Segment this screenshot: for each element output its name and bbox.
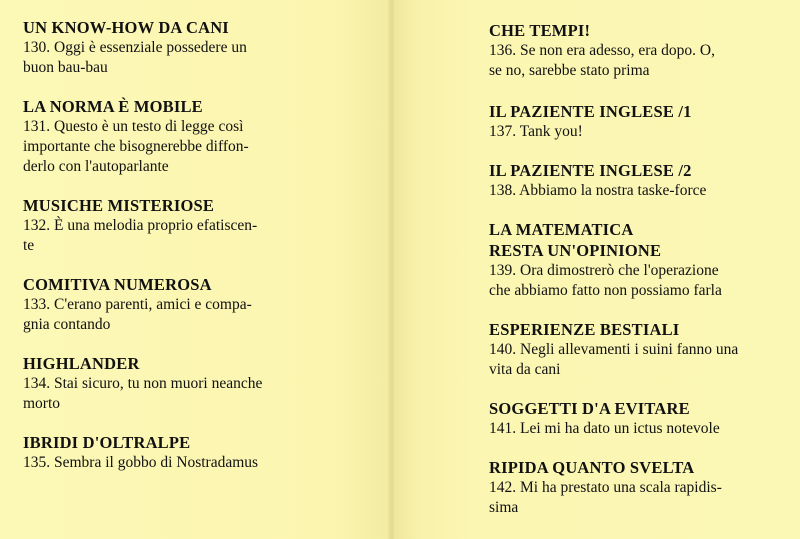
entry-131 (23, 96, 313, 176)
entry-text: 132. È una melodia proprio efatiscen- te (23, 217, 258, 254)
entry-text: 131. Questo è un testo di legge così importante che bisognerebbe diffon- derlo con l'autoparlante (23, 118, 249, 175)
entry-134 (23, 353, 313, 414)
entry-text: 140. Negli allevamenti i suini fanno una vita da cani (489, 341, 739, 378)
entry-text: 141. Lei mi ha dato un ictus notevole (489, 420, 720, 437)
entry-title: UN KNOW-HOW DA CANI (23, 18, 229, 37)
entry-141 (489, 398, 779, 439)
entry-text: 133. C'erano parenti, amici e compa- gnia contando (23, 296, 252, 333)
entry-title: SOGGETTI D'A EVITARE (489, 399, 690, 418)
entry-title: RIPIDA QUANTO SVELTA (489, 458, 695, 477)
entry-title: MUSICHE MISTERIOSE (23, 196, 215, 215)
entry-text: 130. Oggi è essenziale possedere un buon bau-bau (23, 39, 247, 76)
entry-title: LA NORMA È MOBILE (23, 97, 203, 116)
entry-title: CHE TEMPI! (489, 21, 591, 40)
entry-title: COMITIVA NUMEROSA (23, 275, 212, 294)
entry-title: HIGHLANDER (23, 354, 140, 373)
entry-135 (23, 432, 313, 473)
entry-text: 136. Se non era adesso, era dopo. O, se no, sarebbe stato prima (489, 42, 715, 79)
entry-title: ESPERIENZE BESTIALI (489, 320, 680, 339)
entry-140 (489, 319, 779, 380)
entry-137 (489, 101, 779, 142)
book-gutter (388, 0, 394, 539)
entry-text: 137. Tank you! (489, 123, 583, 140)
entry-133 (23, 274, 313, 335)
entry-title: LA MATEMATICA RESTA UN'OPINIONE (489, 220, 662, 260)
entry-title: IBRIDI D'OLTRALPE (23, 433, 191, 452)
entry-text: 142. Mi ha prestato una scala rapidis- sima (489, 479, 722, 516)
entry-138 (489, 160, 779, 201)
entry-text: 138. Abbiamo la nostra taske-force (489, 182, 707, 199)
entry-130 (23, 17, 313, 78)
entry-139 (489, 219, 779, 301)
entry-136 (489, 20, 779, 81)
entry-text: 135. Sembra il gobbo di Nostradamus (23, 454, 259, 471)
entry-title: IL PAZIENTE INGLESE /2 (489, 161, 692, 180)
entry-text: 139. Ora dimostrerò che l'operazione che abbiamo fatto non possiamo farla (489, 262, 722, 299)
entry-text: 134. Stai sicuro, tu non muori neanche morto (23, 375, 263, 412)
entry-132 (23, 195, 313, 256)
entry-title: IL PAZIENTE INGLESE /1 (489, 102, 692, 121)
entry-142 (489, 457, 779, 518)
